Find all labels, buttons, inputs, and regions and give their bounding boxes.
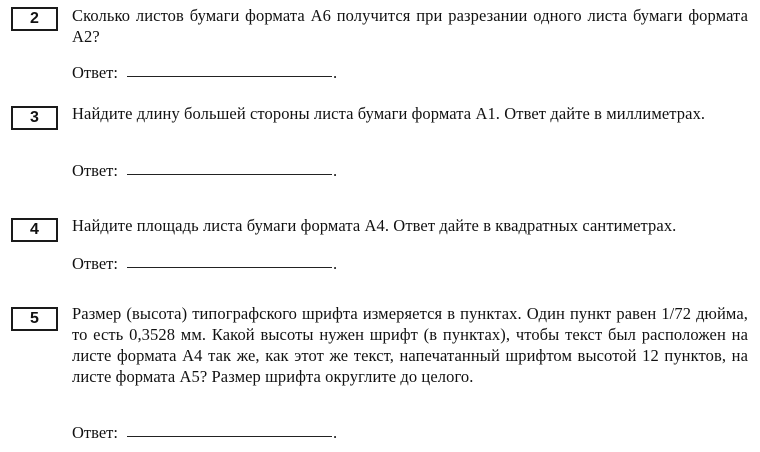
answer-period: .	[332, 423, 338, 442]
task-number-box: 4	[11, 218, 58, 242]
answer-blank-line[interactable]	[127, 253, 332, 268]
task-question-text: Сколько листов бумаги формата А6 получится при разрезании одного листа бумаги формата А2?	[72, 6, 748, 46]
task-number-box: 3	[11, 106, 58, 130]
answer-label: Ответ:	[72, 161, 118, 180]
task-number-box: 2	[11, 7, 58, 31]
task-question-text: Найдите площадь листа бумаги формата А4. Ответ дайте в квадратных сантиметрах.	[72, 216, 677, 235]
answer-row	[72, 160, 337, 182]
answer-blank-line[interactable]	[127, 160, 332, 175]
answer-label: Ответ:	[72, 423, 118, 442]
answer-period: .	[332, 161, 338, 180]
answer-period: .	[332, 254, 338, 273]
answer-blank-line[interactable]	[127, 62, 332, 77]
answer-row	[72, 62, 337, 84]
answer-row	[72, 422, 337, 444]
answer-blank-line[interactable]	[127, 422, 332, 437]
answer-row	[72, 253, 337, 275]
task-question-text: Размер (высота) типографского шрифта измеряется в пунктах. Один пункт равен 1/72 дюйма, то есть 0,3528 мм. Какой высоты нужен шрифт (в пунктах), чтобы текст был расположен на листе формата А4 так же, как этот же текст, напечатанный шрифтом высотой 12 пунктов, на листе формата А5? Размер шрифта округлите до целого.	[72, 304, 748, 386]
answer-period: .	[332, 63, 338, 82]
answer-label: Ответ:	[72, 63, 118, 82]
task-number-box: 5	[11, 307, 58, 331]
task-question-text: Найдите длину большей стороны листа бумаги формата А1. Ответ дайте в миллиметрах.	[72, 104, 706, 123]
answer-label: Ответ:	[72, 254, 118, 273]
